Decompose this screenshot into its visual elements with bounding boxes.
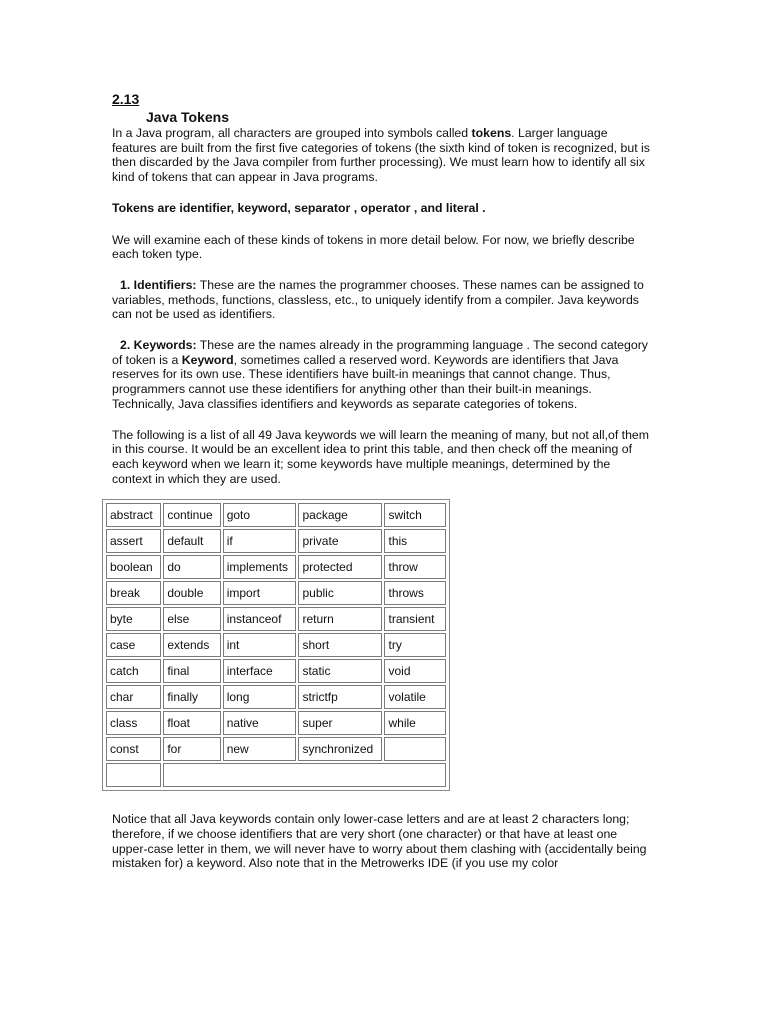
keyword-cell: import bbox=[223, 581, 297, 605]
keyword-cell: synchronized bbox=[298, 737, 382, 761]
keyword-cell: private bbox=[298, 529, 382, 553]
keyword-cell: goto bbox=[223, 503, 297, 527]
keyword-cell: char bbox=[106, 685, 161, 709]
keyword-cell: final bbox=[163, 659, 220, 683]
keyword-cell: extends bbox=[163, 633, 220, 657]
keyword-cell: volatile bbox=[384, 685, 446, 709]
empty-merged-cell bbox=[163, 763, 446, 787]
keyword-cell: continue bbox=[163, 503, 220, 527]
keyword-cell: int bbox=[223, 633, 297, 657]
keyword-cell: else bbox=[163, 607, 220, 631]
keyword-cell: try bbox=[384, 633, 446, 657]
keyword-cell: static bbox=[298, 659, 382, 683]
keyword-cell: protected bbox=[298, 555, 382, 579]
keyword-cell: const bbox=[106, 737, 161, 761]
keyword-cell: new bbox=[223, 737, 297, 761]
keyword-cell: return bbox=[298, 607, 382, 631]
table-row bbox=[106, 607, 446, 631]
keyword-table-body bbox=[106, 503, 446, 787]
keyword-cell: for bbox=[163, 737, 220, 761]
keyword-cell: instanceof bbox=[223, 607, 297, 631]
notice-paragraph: Notice that all Java keywords contain only lower-case letters and are at least 2 characters long; therefore, if we choose identifiers that are very short (one character) or that have at least one upper-case letter in them, we will never have to worry about them clashing with (accidentally being mistaken for) a keyword. Also note that in the Metrowerks IDE (if you use my color bbox=[112, 812, 647, 871]
keyword-cell: transient bbox=[384, 607, 446, 631]
keyword-cell: boolean bbox=[106, 555, 161, 579]
list-intro-paragraph: The following is a list of all 49 Java keywords we will learn the meaning of many, but not all,of them in this course. It would be an excellent idea to print this table, and then check off the meaning of each keyword when we learn it; some keywords have multiple meanings, determined by the context in which they are used. bbox=[112, 427, 649, 486]
keyword-cell: assert bbox=[106, 529, 161, 553]
examine-paragraph: We will examine each of these kinds of tokens in more detail below. For now, we briefly describe each token type. bbox=[112, 232, 635, 262]
table-row bbox=[106, 633, 446, 657]
keyword-cell: throw bbox=[384, 555, 446, 579]
keywords-text-1: These are the names already in the programming language . The second category of token is a bbox=[112, 338, 648, 367]
document-page bbox=[112, 90, 652, 871]
keyword-cell: double bbox=[163, 581, 220, 605]
keyword-cell: abstract bbox=[106, 503, 161, 527]
keyword-cell: do bbox=[163, 555, 220, 579]
intro-text-after: . Larger language features are built from the first five categories of tokens (the sixth kind of token is recognized, but is then discarded by the Java compiler from further processing). We must learn how to identify all six kind of tokens that can appear in Java programs. bbox=[112, 126, 650, 185]
intro-paragraph bbox=[112, 126, 652, 185]
table-row bbox=[106, 529, 446, 553]
keyword-cell: strictfp bbox=[298, 685, 382, 709]
keywords-label: 2. Keywords: bbox=[120, 338, 197, 353]
table-row bbox=[106, 685, 446, 709]
keyword-table bbox=[104, 501, 448, 789]
keyword-cell: catch bbox=[106, 659, 161, 683]
intro-text-before: In a Java program, all characters are grouped into symbols called bbox=[112, 126, 472, 140]
keywords-text-2: , sometimes called a reserved word. Keywords are identifiers that Java reserves for its own use. These identifiers have built-in meanings that cannot change. Thus, programmers cannot use these identifiers for anything other than their built-in meanings. Technically, Java classifies identifiers and keywords as separate categories of tokens. bbox=[112, 352, 619, 411]
keyword-cell bbox=[384, 737, 446, 761]
keyword-cell: void bbox=[384, 659, 446, 683]
table-row bbox=[106, 581, 446, 605]
keyword-cell: implements bbox=[223, 555, 297, 579]
section-title: Java Tokens bbox=[146, 109, 230, 125]
identifiers-text: These are the names the programmer chooses. These names can be assigned to variables, methods, functions, classless, etc., to uniquely identify from a compiler. Java keywords can not be used as identifiers. bbox=[112, 277, 644, 322]
table-row bbox=[106, 503, 446, 527]
keyword-cell: short bbox=[298, 633, 382, 657]
keyword-cell: byte bbox=[106, 607, 161, 631]
empty-cell bbox=[106, 763, 161, 787]
section-number: 2.13 bbox=[112, 91, 140, 107]
keywords-paragraph bbox=[112, 338, 652, 412]
keyword-cell: finally bbox=[163, 685, 220, 709]
keyword-cell: native bbox=[223, 711, 297, 735]
keyword-cell: public bbox=[298, 581, 382, 605]
keyword-cell: long bbox=[223, 685, 297, 709]
keyword-cell: package bbox=[298, 503, 382, 527]
keyword-cell: if bbox=[223, 529, 297, 553]
identifiers-label: 1. Identifiers: bbox=[120, 277, 197, 292]
keyword-cell: super bbox=[298, 711, 382, 735]
keyword-cell: case bbox=[106, 633, 161, 657]
tokens-statement: Tokens are identifier, keyword, separator , operator , and literal . bbox=[112, 200, 486, 215]
keyword-cell: class bbox=[106, 711, 161, 735]
keyword-table-frame bbox=[102, 499, 450, 791]
identifiers-paragraph bbox=[112, 278, 652, 322]
table-row bbox=[106, 555, 446, 579]
intro-bold-term: tokens bbox=[471, 126, 512, 140]
keyword-cell: throws bbox=[384, 581, 446, 605]
keywords-bold-term: Keyword bbox=[181, 352, 234, 367]
keyword-cell: switch bbox=[384, 503, 446, 527]
keyword-cell: this bbox=[384, 529, 446, 553]
keyword-cell: default bbox=[163, 529, 220, 553]
keyword-cell: break bbox=[106, 581, 161, 605]
keyword-cell: interface bbox=[223, 659, 297, 683]
keyword-cell: float bbox=[163, 711, 220, 735]
table-row bbox=[106, 659, 446, 683]
keyword-cell: while bbox=[384, 711, 446, 735]
table-row bbox=[106, 711, 446, 735]
table-row-empty bbox=[106, 763, 446, 787]
table-row bbox=[106, 737, 446, 761]
